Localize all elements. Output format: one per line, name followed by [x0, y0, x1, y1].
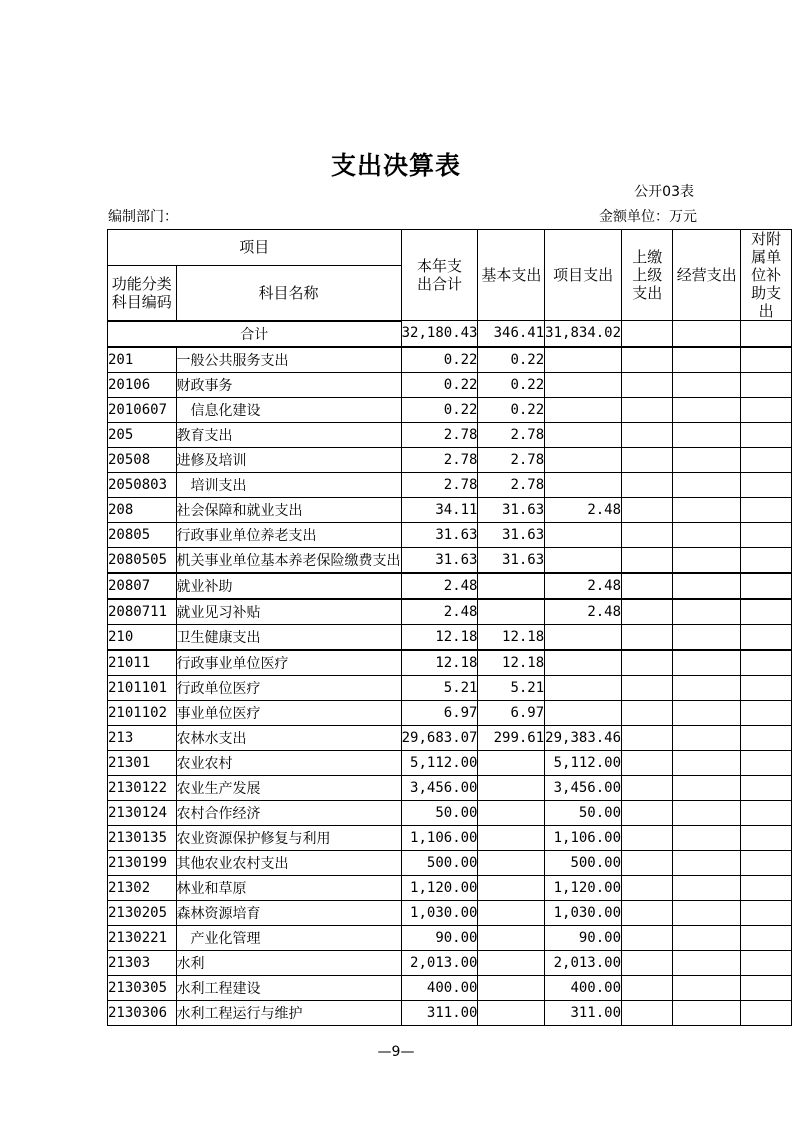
row-upper [622, 725, 673, 750]
row-business [673, 372, 741, 397]
header-name: 科目名称 [176, 265, 401, 320]
row-upper [622, 447, 673, 472]
row-code: 20508 [108, 447, 177, 472]
row-code: 2130221 [108, 925, 177, 950]
row-code: 213 [108, 725, 177, 750]
row-subsidy [741, 750, 792, 775]
row-total: 5,112.00 [401, 750, 478, 775]
row-business [673, 950, 741, 975]
row-upper [622, 700, 673, 725]
row-subsidy [741, 675, 792, 700]
row-code: 21303 [108, 950, 177, 975]
row-basic [478, 925, 545, 950]
header-subsidy: 对附属单位补助支出 [741, 230, 792, 321]
row-code: 208 [108, 497, 177, 522]
table-row [108, 900, 792, 925]
expenditure-table [107, 229, 792, 1026]
row-subsidy [741, 397, 792, 422]
row-subsidy [741, 347, 792, 373]
row-code: 20106 [108, 372, 177, 397]
row-name: 水利工程建设 [176, 975, 401, 1000]
row-project [545, 624, 622, 650]
total-project: 31,834.02 [545, 321, 622, 347]
row-project: 311.00 [545, 1000, 622, 1025]
row-total: 29,683.07 [401, 725, 478, 750]
row-total: 2.48 [401, 573, 478, 599]
header-code: 功能分类科目编码 [108, 265, 177, 320]
row-project [545, 650, 622, 676]
row-total: 90.00 [401, 925, 478, 950]
row-project: 1,030.00 [545, 900, 622, 925]
table-body [108, 321, 792, 1026]
row-code: 2130122 [108, 775, 177, 800]
row-project [545, 472, 622, 497]
row-project: 3,456.00 [545, 775, 622, 800]
row-basic: 0.22 [478, 347, 545, 373]
row-upper [622, 522, 673, 547]
row-name: 就业补助 [176, 573, 401, 599]
row-upper [622, 472, 673, 497]
row-business [673, 925, 741, 950]
row-total: 6.97 [401, 700, 478, 725]
row-subsidy [741, 825, 792, 850]
row-subsidy [741, 547, 792, 573]
row-upper [622, 675, 673, 700]
row-total: 0.22 [401, 372, 478, 397]
row-name: 就业见习补贴 [176, 599, 401, 625]
row-basic: 6.97 [478, 700, 545, 725]
row-project: 5,112.00 [545, 750, 622, 775]
table-row [108, 750, 792, 775]
table-row [108, 472, 792, 497]
row-project: 90.00 [545, 925, 622, 950]
row-total: 1,106.00 [401, 825, 478, 850]
row-project [545, 372, 622, 397]
row-project [545, 347, 622, 373]
row-name: 信息化建设 [176, 397, 401, 422]
row-code: 21302 [108, 875, 177, 900]
table-row [108, 547, 792, 573]
table-row [108, 825, 792, 850]
row-upper [622, 750, 673, 775]
table-row [108, 725, 792, 750]
row-business [673, 675, 741, 700]
row-subsidy [741, 624, 792, 650]
row-basic: 299.61 [478, 725, 545, 750]
row-subsidy [741, 725, 792, 750]
row-name: 行政单位医疗 [176, 675, 401, 700]
row-total: 0.22 [401, 397, 478, 422]
row-project: 2.48 [545, 599, 622, 625]
row-subsidy [741, 497, 792, 522]
row-project: 1,120.00 [545, 875, 622, 900]
row-basic [478, 900, 545, 925]
row-basic [478, 599, 545, 625]
row-code: 2050803 [108, 472, 177, 497]
row-name: 进修及培训 [176, 447, 401, 472]
row-business [673, 497, 741, 522]
table-row [108, 875, 792, 900]
row-subsidy [741, 372, 792, 397]
row-total: 2.78 [401, 472, 478, 497]
row-basic: 31.63 [478, 522, 545, 547]
row-business [673, 422, 741, 447]
row-name: 林业和草原 [176, 875, 401, 900]
row-code: 21011 [108, 650, 177, 676]
row-code: 2101102 [108, 700, 177, 725]
row-name: 农业农村 [176, 750, 401, 775]
row-basic: 12.18 [478, 650, 545, 676]
total-basic: 346.41 [478, 321, 545, 347]
table-row [108, 650, 792, 676]
row-code: 21301 [108, 750, 177, 775]
row-basic: 0.22 [478, 372, 545, 397]
row-total: 12.18 [401, 624, 478, 650]
row-business [673, 624, 741, 650]
row-name: 水利 [176, 950, 401, 975]
row-upper [622, 800, 673, 825]
doc-code: 公开03表 [634, 184, 694, 200]
row-total: 12.18 [401, 650, 478, 676]
row-upper [622, 825, 673, 850]
table-row [108, 624, 792, 650]
row-business [673, 900, 741, 925]
row-code: 201 [108, 347, 177, 373]
row-code: 2130306 [108, 1000, 177, 1025]
row-project: 29,383.46 [545, 725, 622, 750]
row-total: 1,120.00 [401, 875, 478, 900]
row-total: 0.22 [401, 347, 478, 373]
row-code: 210 [108, 624, 177, 650]
total-upper [622, 321, 673, 347]
table-row [108, 975, 792, 1000]
row-project: 2.48 [545, 573, 622, 599]
row-total: 311.00 [401, 1000, 478, 1025]
row-subsidy [741, 850, 792, 875]
row-subsidy [741, 950, 792, 975]
row-basic: 2.78 [478, 422, 545, 447]
row-name: 教育支出 [176, 422, 401, 447]
row-name: 一般公共服务支出 [176, 347, 401, 373]
row-total: 31.63 [401, 547, 478, 573]
row-subsidy [741, 800, 792, 825]
row-total: 500.00 [401, 850, 478, 875]
table-row [108, 372, 792, 397]
header-item: 项目 [108, 230, 402, 266]
row-upper [622, 975, 673, 1000]
row-upper [622, 422, 673, 447]
row-total: 400.00 [401, 975, 478, 1000]
row-code: 2130305 [108, 975, 177, 1000]
row-business [673, 875, 741, 900]
row-total: 3,456.00 [401, 775, 478, 800]
row-business [673, 1000, 741, 1025]
row-name: 机关事业单位基本养老保险缴费支出 [176, 547, 401, 573]
row-code: 2080711 [108, 599, 177, 625]
row-basic [478, 950, 545, 975]
row-basic [478, 975, 545, 1000]
table-row [108, 347, 792, 373]
row-name: 农林水支出 [176, 725, 401, 750]
row-name: 卫生健康支出 [176, 624, 401, 650]
row-subsidy [741, 900, 792, 925]
row-basic: 2.78 [478, 472, 545, 497]
row-name: 水利工程运行与维护 [176, 1000, 401, 1025]
row-upper [622, 624, 673, 650]
row-upper [622, 925, 673, 950]
compiler-label: 编制部门： [108, 209, 178, 225]
row-total: 2,013.00 [401, 950, 478, 975]
row-business [673, 472, 741, 497]
row-project: 2.48 [545, 497, 622, 522]
meta-row [108, 206, 697, 224]
row-code: 2130199 [108, 850, 177, 875]
row-code: 20807 [108, 573, 177, 599]
report-title: 支出决算表 [330, 151, 461, 180]
row-subsidy [741, 573, 792, 599]
row-upper [622, 1000, 673, 1025]
table-row [108, 573, 792, 599]
total-total: 32,180.43 [401, 321, 478, 347]
row-subsidy [741, 875, 792, 900]
header-upper: 上缴上级支出 [622, 230, 673, 321]
row-subsidy [741, 599, 792, 625]
table-row [108, 700, 792, 725]
row-business [673, 775, 741, 800]
row-code: 2130135 [108, 825, 177, 850]
table-row [108, 599, 792, 625]
row-subsidy [741, 472, 792, 497]
row-basic: 2.78 [478, 447, 545, 472]
row-total: 34.11 [401, 497, 478, 522]
row-name: 农业生产发展 [176, 775, 401, 800]
row-code: 2130124 [108, 800, 177, 825]
row-total: 31.63 [401, 522, 478, 547]
row-name: 农业资源保护修复与利用 [176, 825, 401, 850]
row-basic: 12.18 [478, 624, 545, 650]
row-project [545, 397, 622, 422]
table-row [108, 850, 792, 875]
total-label: 合计 [108, 321, 402, 347]
total-subsidy [741, 321, 792, 347]
row-basic [478, 750, 545, 775]
row-code: 2101101 [108, 675, 177, 700]
table-row [108, 422, 792, 447]
row-business [673, 650, 741, 676]
header-basic: 基本支出 [478, 230, 545, 321]
row-name: 培训支出 [176, 472, 401, 497]
row-name: 其他农业农村支出 [176, 850, 401, 875]
row-project: 500.00 [545, 850, 622, 875]
row-upper [622, 875, 673, 900]
row-project: 2,013.00 [545, 950, 622, 975]
row-name: 行政事业单位医疗 [176, 650, 401, 676]
row-project: 1,106.00 [545, 825, 622, 850]
row-business [673, 725, 741, 750]
row-subsidy [741, 975, 792, 1000]
row-upper [622, 372, 673, 397]
row-name: 行政事业单位养老支出 [176, 522, 401, 547]
row-project [545, 700, 622, 725]
total-row [108, 321, 792, 347]
row-subsidy [741, 422, 792, 447]
row-total: 2.78 [401, 447, 478, 472]
row-code: 205 [108, 422, 177, 447]
row-name: 财政事务 [176, 372, 401, 397]
row-basic [478, 825, 545, 850]
row-name: 事业单位医疗 [176, 700, 401, 725]
row-upper [622, 573, 673, 599]
header-business: 经营支出 [673, 230, 741, 321]
table-row [108, 522, 792, 547]
row-total: 1,030.00 [401, 900, 478, 925]
table-row [108, 925, 792, 950]
row-code: 2010607 [108, 397, 177, 422]
row-project [545, 675, 622, 700]
table-row [108, 447, 792, 472]
row-basic: 5.21 [478, 675, 545, 700]
unit-label: 金额单位：万元 [599, 209, 697, 225]
row-project [545, 547, 622, 573]
row-project [545, 522, 622, 547]
row-business [673, 573, 741, 599]
row-total: 2.78 [401, 422, 478, 447]
row-project: 50.00 [545, 800, 622, 825]
row-code: 20805 [108, 522, 177, 547]
row-upper [622, 900, 673, 925]
row-subsidy [741, 650, 792, 676]
row-name: 产业化管理 [176, 925, 401, 950]
row-upper [622, 650, 673, 676]
row-upper [622, 850, 673, 875]
table-row [108, 775, 792, 800]
row-basic [478, 1000, 545, 1025]
row-upper [622, 547, 673, 573]
header-total: 本年支出合计 [401, 230, 478, 321]
row-upper [622, 497, 673, 522]
row-business [673, 750, 741, 775]
row-business [673, 800, 741, 825]
row-name: 森林资源培育 [176, 900, 401, 925]
row-basic [478, 573, 545, 599]
row-upper [622, 599, 673, 625]
row-business [673, 522, 741, 547]
table-row [108, 1000, 792, 1025]
row-total: 2.48 [401, 599, 478, 625]
row-basic: 31.63 [478, 497, 545, 522]
row-upper [622, 347, 673, 373]
row-project [545, 447, 622, 472]
row-subsidy [741, 775, 792, 800]
row-business [673, 347, 741, 373]
row-basic [478, 800, 545, 825]
row-basic [478, 850, 545, 875]
row-subsidy [741, 522, 792, 547]
row-code: 2080505 [108, 547, 177, 573]
row-basic [478, 775, 545, 800]
row-subsidy [741, 447, 792, 472]
row-basic: 31.63 [478, 547, 545, 573]
total-business [673, 321, 741, 347]
row-subsidy [741, 700, 792, 725]
table-row [108, 675, 792, 700]
row-business [673, 599, 741, 625]
row-business [673, 850, 741, 875]
row-business [673, 975, 741, 1000]
row-name: 农村合作经济 [176, 800, 401, 825]
table-row [108, 497, 792, 522]
row-business [673, 447, 741, 472]
page-number: —9— [377, 1044, 415, 1060]
row-basic: 0.22 [478, 397, 545, 422]
row-project: 400.00 [545, 975, 622, 1000]
row-business [673, 825, 741, 850]
row-upper [622, 950, 673, 975]
row-business [673, 547, 741, 573]
row-project [545, 422, 622, 447]
table-row [108, 397, 792, 422]
header-project: 项目支出 [545, 230, 622, 321]
row-subsidy [741, 1000, 792, 1025]
row-name: 社会保障和就业支出 [176, 497, 401, 522]
row-subsidy [741, 925, 792, 950]
row-total: 5.21 [401, 675, 478, 700]
row-total: 50.00 [401, 800, 478, 825]
row-upper [622, 775, 673, 800]
row-code: 2130205 [108, 900, 177, 925]
table-row [108, 800, 792, 825]
row-upper [622, 397, 673, 422]
row-business [673, 397, 741, 422]
row-basic [478, 875, 545, 900]
table-row [108, 950, 792, 975]
row-business [673, 700, 741, 725]
